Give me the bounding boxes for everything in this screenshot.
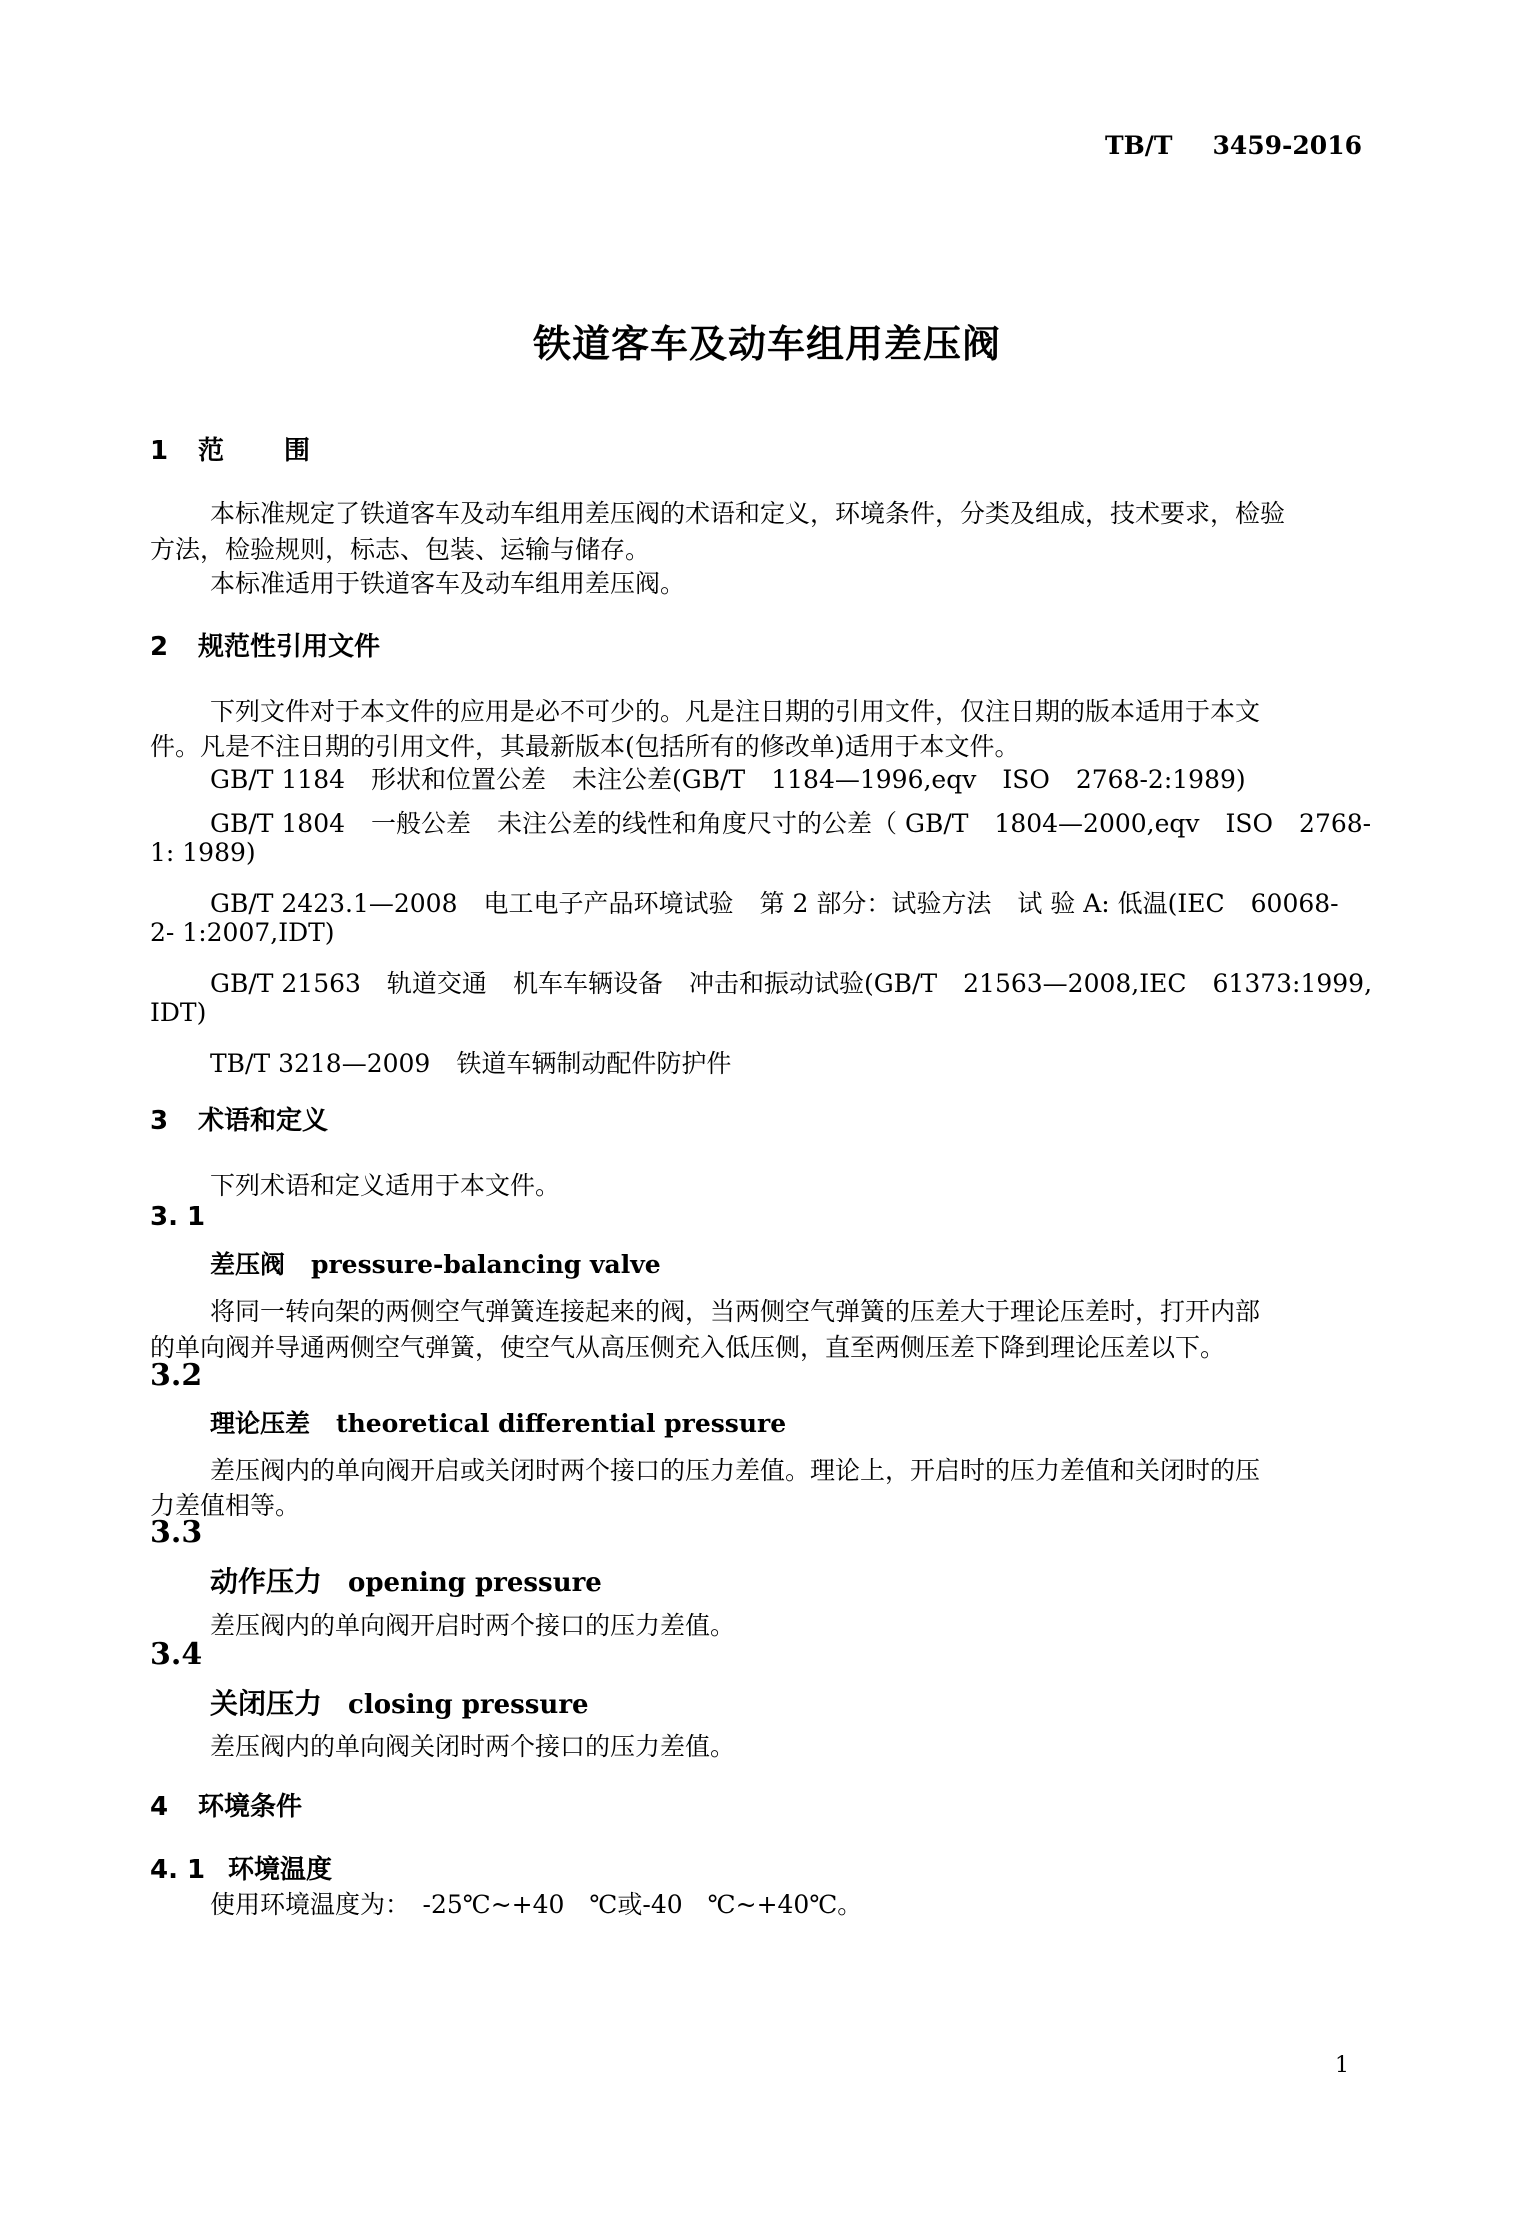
section-4-heading (150, 1786, 302, 1823)
term-3-2-definition-line-2: 力差值相等。 (150, 1491, 301, 1520)
term-3-1-number: 3. 1 (150, 1202, 206, 1232)
term-3-1-definition-line-1: 将同一转向架的两侧空气弹簧连接起来的阀，当两侧空气弹簧的压差大于理论压差时，打开内部 (210, 1297, 1261, 1326)
section-2-heading (150, 626, 380, 663)
term-3-3-title (210, 1560, 602, 1600)
section-title: 术语和定义 (198, 1106, 329, 1136)
term-en: closing pressure (348, 1690, 589, 1720)
s1-paragraph-1-line-1: 本标准规定了铁道客车及动车组用差压阀的术语和定义，环境条件，分类及组成，技术要求，检验 (210, 499, 1286, 528)
term-3-3-definition: 差压阀内的单向阀开启时两个接口的压力差值。 (210, 1611, 736, 1640)
reference-item: GB/T 21563 轨道交通 机车车辆设备 冲击和振动试验(GB/T 21563—2008,IEC 61373:1999, (210, 969, 1373, 998)
doc-number: 3459-2016 (1212, 131, 1362, 160)
term-3-2-definition-line-1: 差压阀内的单向阀开启或关闭时两个接口的压力差值。理论上，开启时的压力差值和关闭时的压 (210, 1456, 1261, 1485)
term-en: pressure-balancing valve (311, 1250, 661, 1279)
doc-prefix: TB/T (1104, 131, 1173, 160)
term-3-4-title (210, 1682, 589, 1722)
term-zh: 差压阀 (210, 1250, 286, 1279)
subsection-4-1-heading (150, 1849, 332, 1886)
term-3-4-definition: 差压阀内的单向阀关闭时两个接口的压力差值。 (210, 1732, 736, 1761)
s3-intro: 下列术语和定义适用于本文件。 (210, 1171, 561, 1200)
s1-paragraph-1-line-2: 方法，检验规则，标志、包装、运输与储存。 (150, 535, 651, 564)
term-zh: 关闭压力 (210, 1687, 323, 1720)
section-title: 范围 (198, 436, 371, 466)
subsection-title: 环境温度 (228, 1855, 333, 1885)
section-title: 规范性引用文件 (198, 632, 381, 662)
term-3-1-title (210, 1245, 661, 1281)
reference-item-continuation: IDT) (150, 998, 207, 1027)
term-en: opening pressure (348, 1568, 602, 1598)
s1-paragraph-2: 本标准适用于铁道客车及动车组用差压阀。 (210, 569, 686, 598)
reference-item: GB/T 2423.1—2008 电工电子产品环境试验 第 2 部分：试验方法 试 验 A: 低温(IEC 60068- (210, 889, 1339, 918)
section-number: 3 (150, 1106, 169, 1136)
term-3-4-number: 3.4 (150, 1637, 203, 1672)
section-1-heading (150, 430, 370, 467)
subsection-number: 4. 1 (150, 1855, 206, 1885)
term-en: theoretical differential pressure (336, 1409, 787, 1438)
page-number: 1 (1335, 2053, 1349, 2078)
document-number (1105, 131, 1362, 160)
section-title: 环境条件 (198, 1792, 303, 1822)
page-title: 铁道客车及动车组用差压阀 (532, 321, 1001, 366)
section-3-heading (150, 1100, 328, 1137)
section-number: 4 (150, 1792, 169, 1822)
term-zh: 动作压力 (210, 1565, 323, 1598)
term-3-2-number: 3.2 (150, 1358, 203, 1393)
term-3-2-title (210, 1404, 786, 1440)
term-zh: 理论压差 (210, 1409, 311, 1438)
reference-item: GB/T 1184 形状和位置公差 未注公差(GB/T 1184—1996,eqv ISO 2768-2:1989) (210, 765, 1246, 794)
reference-item-continuation: 2- 1:2007,IDT) (150, 918, 335, 947)
reference-item: GB/T 1804 一般公差 未注公差的线性和角度尺寸的公差（ GB/T 1804—2000,eqv ISO 2768- (210, 809, 1372, 838)
reference-item: TB/T 3218—2009 铁道车辆制动配件防护件 (210, 1049, 732, 1078)
term-3-3-number: 3.3 (150, 1515, 203, 1550)
s2-paragraph-line-2: 件。凡是不注日期的引用文件，其最新版本(包括所有的修改单)适用于本文件。 (150, 732, 1020, 761)
reference-item-continuation: 1: 1989) (150, 838, 256, 867)
subsection-4-1-text: 使用环境温度为： -25℃~+40 ℃或-40 ℃~+40℃。 (210, 1890, 863, 1919)
section-number: 2 (150, 632, 169, 662)
term-3-1-definition-line-2: 的单向阀并导通两侧空气弹簧，使空气从高压侧充入低压侧，直至两侧压差下降到理论压差以下。 (150, 1333, 1226, 1362)
s2-paragraph-line-1: 下列文件对于本文件的应用是必不可少的。凡是注日期的引用文件，仅注日期的版本适用于本文 (210, 697, 1261, 726)
section-number: 1 (150, 436, 169, 466)
